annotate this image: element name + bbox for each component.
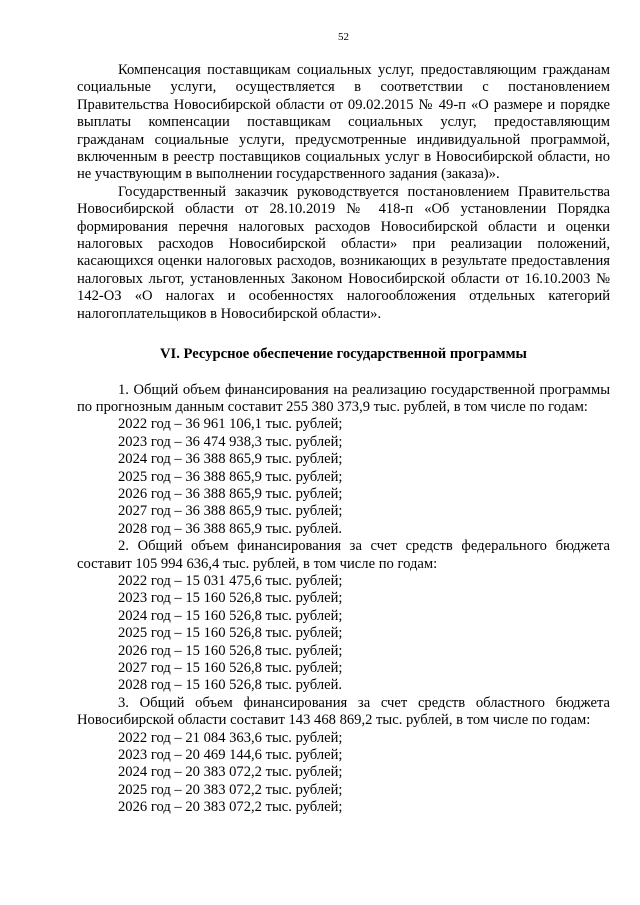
list-item: 2026 год – 15 160 526,8 тыс. рублей; — [118, 642, 343, 659]
list-item: 2024 год – 15 160 526,8 тыс. рублей; — [118, 607, 343, 624]
paragraph-compensation: Компенсация поставщикам социальных услуг, предоставляющим гражданам социальные услуги, осуществляется в соответствии с постановлением Правительства Новосибирской области от 09.02.2015 № 49-п «О размере и порядке выплаты компенсации поставщикам социальных услуг, предоставляющим гражданам социальные услуги, предусмотренные индивидуальной программой, включенным в реестр поставщиков социальных услуг в Новосибирской области, но не участвующим в выполнении государственного задания (заказа)». — [77, 62, 610, 183]
page-number: 52 — [338, 31, 349, 43]
funding-section-federal — [77, 538, 610, 695]
list-item: 2026 год – 36 388 865,9 тыс. рублей; — [118, 485, 343, 502]
list-item: 2024 год – 36 388 865,9 тыс. рублей; — [118, 451, 343, 468]
list-item: 2026 год – 20 383 072,2 тыс. рублей; — [118, 799, 343, 816]
funding-regional-intro: 3. Общий объем финансирования за счет средств областного бюджета Новосибирской области составит 143 468 869,2 тыс. рублей, в том числе по годам: — [77, 694, 610, 729]
list-item: 2023 год – 36 474 938,3 тыс. рублей; — [118, 433, 343, 450]
list-item: 2024 год – 20 383 072,2 тыс. рублей; — [118, 764, 343, 781]
list-item: 2022 год – 15 031 475,6 тыс. рублей; — [118, 572, 343, 589]
funding-section-regional — [77, 695, 610, 817]
section-heading: VI. Ресурсное обеспечение государственной программы — [160, 346, 527, 363]
funding-section-total — [77, 382, 610, 539]
document-page — [77, 30, 610, 817]
list-item: 2025 год – 20 383 072,2 тыс. рублей; — [118, 781, 343, 798]
list-item: 2028 год – 36 388 865,9 тыс. рублей. — [118, 520, 343, 537]
list-item: 2022 год – 36 961 106,1 тыс. рублей; — [118, 416, 343, 433]
list-item: 2023 год – 20 469 144,6 тыс. рублей; — [118, 747, 343, 764]
list-item: 2025 год – 15 160 526,8 тыс. рублей; — [118, 625, 343, 642]
list-item: 2022 год – 21 084 363,6 тыс. рублей; — [118, 729, 343, 746]
paragraph-state-customer: Государственный заказчик руководствуется постановлением Правительства Новосибирской области от 28.10.2019 № 418-п «Об установлении Порядка формирования перечня налоговых расходов Новосибирской области и оценки налоговых расходов Новосибирской области» при реализации положений, касающихся оценки налоговых расходов, возникающих в результате предоставления налоговых льгот, установленных Законом Новосибирской области от 16.10.2003 № 142-ОЗ «О налогах и особенностях налогообложения отдельных категорий налогоплательщиков в Новосибирской области». — [77, 183, 610, 322]
list-item: 2027 год – 15 160 526,8 тыс. рублей; — [118, 660, 343, 676]
list-item: 2027 год – 36 388 865,9 тыс. рублей; — [118, 503, 343, 520]
list-item: 2023 год – 15 160 526,8 тыс. рублей; — [118, 590, 343, 607]
funding-federal-intro: 2. Общий объем финансирования за счет средств федерального бюджета составит 105 994 636,4 тыс. рублей, в том числе по годам: — [77, 538, 610, 572]
list-item: 2028 год – 15 160 526,8 тыс. рублей. — [118, 677, 343, 694]
funding-total-intro: 1. Общий объем финансирования на реализацию государственной программы по прогнозным данным составит 255 380 373,9 тыс. рублей, в том числе по годам: — [77, 381, 610, 415]
list-item: 2025 год – 36 388 865,9 тыс. рублей; — [118, 468, 343, 485]
